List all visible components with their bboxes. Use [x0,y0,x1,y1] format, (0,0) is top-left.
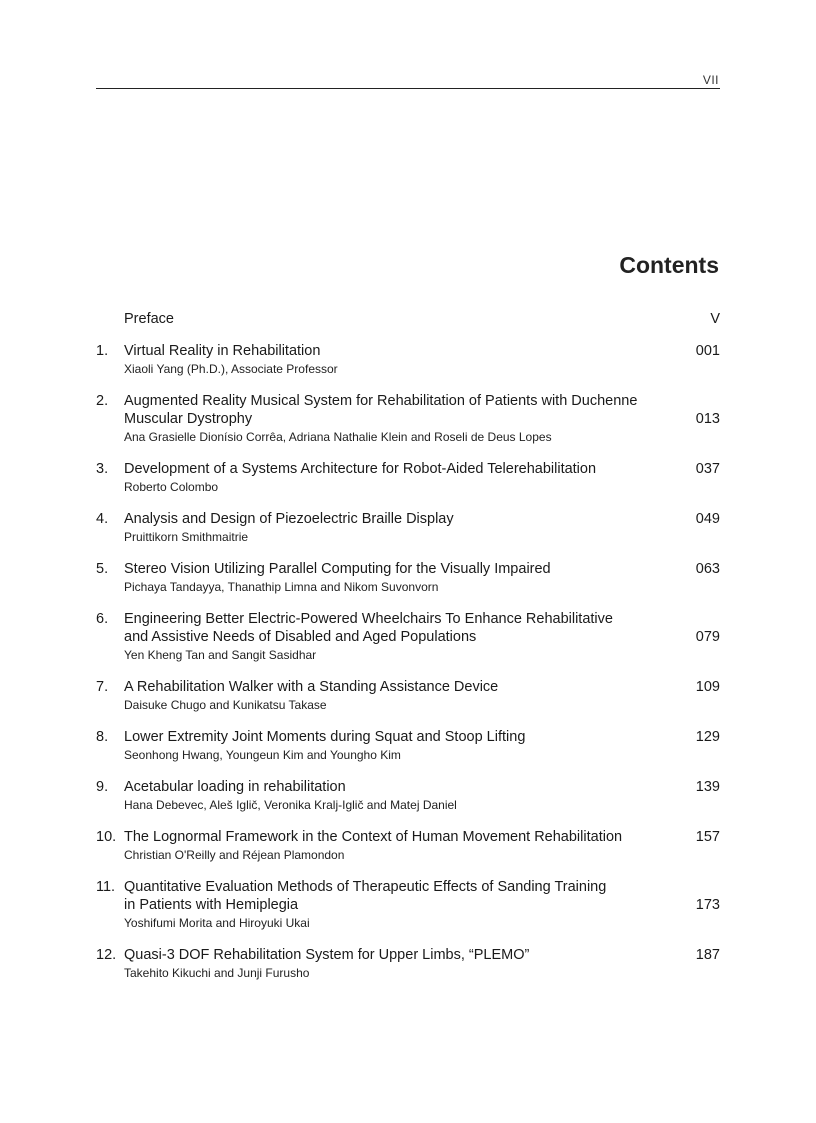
toc-entry-authors: Hana Debevec, Aleš Iglič, Veronika Kralj-Iglič and Matej Daniel [124,798,457,812]
toc-entry-authors: Yen Kheng Tan and Sangit Sasidhar [124,648,317,662]
toc-entry-page: 079 [695,629,720,645]
toc-entry-authors: Pichaya Tandayya, Thanathip Limna and Nikom Suvonvorn [124,580,439,594]
toc-entry-page: 187 [695,947,720,963]
page-title: Contents [619,252,719,278]
toc-entries [96,342,720,982]
toc-entry-title-line: Engineering Better Electric-Powered Wheelchairs To Enhance Rehabilitative [124,611,613,627]
header-rule [96,88,720,89]
toc-entry-page: 139 [695,779,720,795]
toc-entry-authors: Yoshifumi Morita and Hiroyuki Ukai [124,916,310,930]
toc-entry[interactable] [96,678,720,714]
toc-entry-number: 9. [96,779,109,795]
toc-entry[interactable] [96,828,720,864]
toc-entry-page: 157 [695,829,720,845]
toc-entry-number: 8. [96,729,109,745]
toc-entry-title-line: Augmented Reality Musical System for Rehabilitation of Patients with Duchenne [124,393,638,409]
toc-entry[interactable] [96,728,720,764]
toc-entry-number: 12. [96,947,117,963]
toc-entry-number: 4. [96,511,109,527]
toc-entry[interactable] [96,946,720,982]
toc-entry-authors: Xiaoli Yang (Ph.D.), Associate Professor [124,362,338,376]
toc-entry-number: 3. [96,461,109,477]
toc-entry-title-line: in Patients with Hemiplegia [124,897,299,913]
toc-entry-number: 7. [96,679,109,695]
table-of-contents [96,310,720,996]
toc-entry-title-line: Lower Extremity Joint Moments during Squat and Stoop Lifting [124,729,526,745]
toc-entry[interactable] [96,560,720,596]
toc-entry[interactable] [96,878,720,932]
toc-entry-authors: Takehito Kikuchi and Junji Furusho [124,966,310,980]
toc-entry[interactable] [96,510,720,546]
toc-entry-number: 11. [96,879,116,895]
toc-entry-title-line: Virtual Reality in Rehabilitation [124,343,321,359]
toc-entry-title-line: Acetabular loading in rehabilitation [124,779,346,795]
toc-entry-title-line: Development of a Systems Architecture for Robot-Aided Telerehabilitation [124,461,597,477]
toc-entry-title-line: Quantitative Evaluation Methods of Therapeutic Effects of Sanding Training [124,879,607,895]
toc-entry-number: 1. [96,343,109,359]
toc-entry-page: 001 [695,343,720,359]
toc-entry-title-line: Muscular Dystrophy [124,411,253,427]
toc-entry-title-line: Quasi-3 DOF Rehabilitation System for Upper Limbs, “PLEMO” [124,947,530,963]
toc-entry-authors: Pruittikorn Smithmaitrie [124,530,249,544]
toc-entry-title-line: A Rehabilitation Walker with a Standing Assistance Device [124,679,499,695]
toc-entry-number: 10. [96,829,117,845]
toc-entry-page: 013 [695,411,720,427]
toc-entry-authors: Ana Grasielle Dionísio Corrêa, Adriana Nathalie Klein and Roseli de Deus Lopes [124,430,552,444]
toc-entry-page: 173 [695,897,720,913]
toc-entry-page: 049 [695,511,720,527]
toc-entry-page: 129 [695,729,720,745]
toc-entry-title-line: The Lognormal Framework in the Context of Human Movement Rehabilitation [124,829,623,845]
toc-entry-title-line: and Assistive Needs of Disabled and Aged Populations [124,629,477,645]
toc-entry[interactable] [96,460,720,496]
toc-entry-page: 037 [695,461,720,477]
toc-entry-number: 2. [96,393,109,409]
toc-entry-title-line: Analysis and Design of Piezoelectric Braille Display [124,511,454,527]
toc-entry[interactable] [96,610,720,664]
toc-preface-label: Preface [124,311,174,327]
toc-entry[interactable] [96,342,720,378]
toc-entry[interactable] [96,392,720,446]
toc-entry-number: 5. [96,561,109,577]
toc-entry-authors: Roberto Colombo [124,480,219,494]
page-number: VII [702,73,719,87]
toc-entry-title-line: Stereo Vision Utilizing Parallel Computing for the Visually Impaired [124,561,551,577]
toc-entry-authors: Daisuke Chugo and Kunikatsu Takase [124,698,327,712]
toc-entry-page: 109 [695,679,720,695]
toc-entry-authors: Seonhong Hwang, Youngeun Kim and Youngho Kim [124,748,401,762]
toc-entry-page: 063 [695,561,720,577]
toc-entry[interactable] [96,778,720,814]
toc-entry-number: 6. [96,611,109,627]
toc-preface-page: V [710,311,720,327]
toc-entry-authors: Christian O'Reilly and Réjean Plamondon [124,848,345,862]
toc-preface[interactable] [96,310,720,328]
